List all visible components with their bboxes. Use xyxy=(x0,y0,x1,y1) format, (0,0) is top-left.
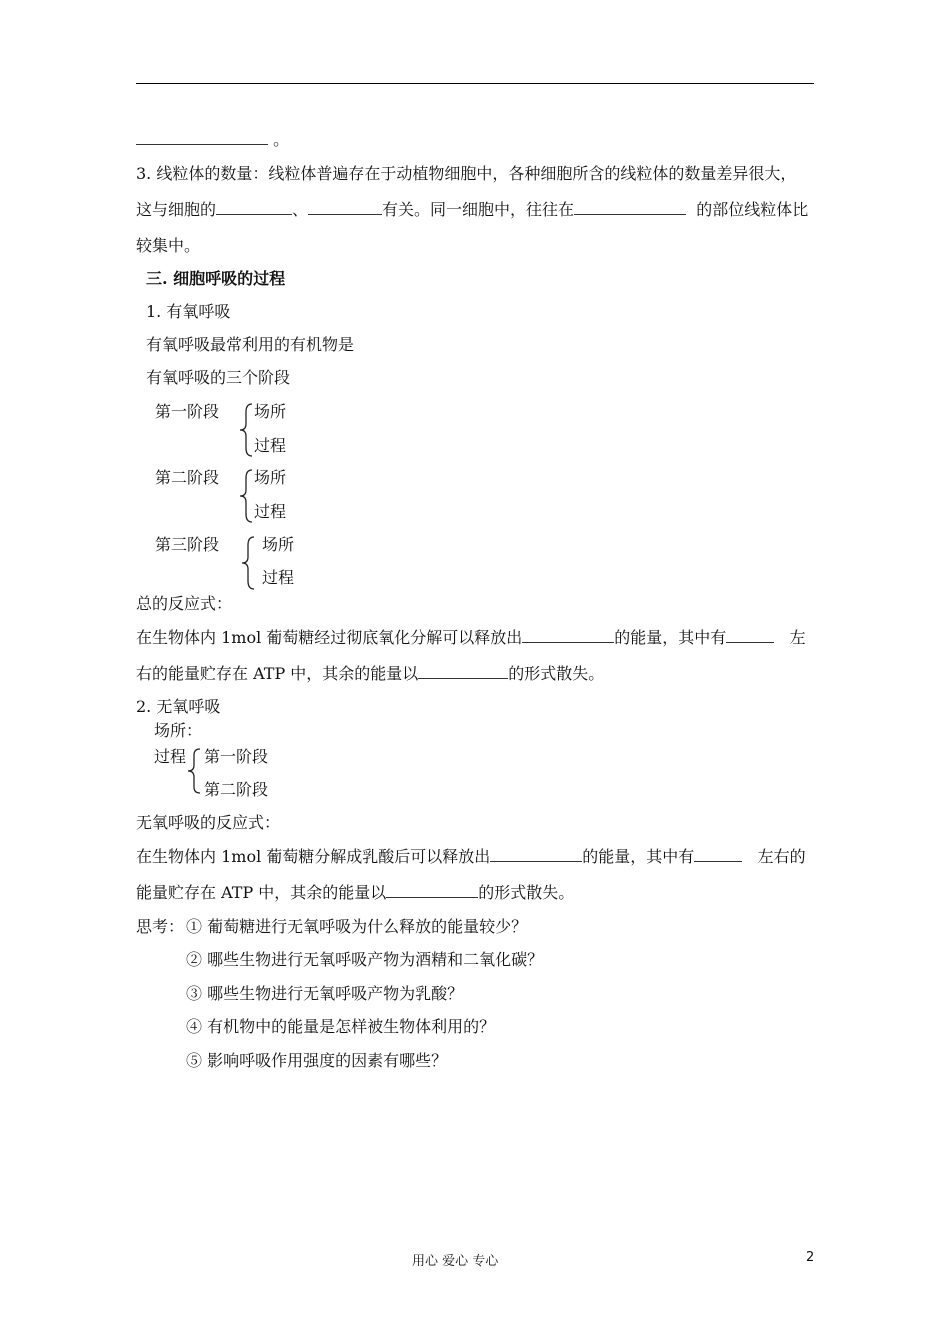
page-number: 2 xyxy=(806,1250,815,1265)
brace-icon xyxy=(186,745,202,797)
fill-blank[interactable] xyxy=(726,628,774,643)
fill-blank[interactable] xyxy=(522,628,614,643)
stage2-place: 场所 xyxy=(254,468,287,487)
aerobic-stages-label: 有氧呼吸的三个阶段 xyxy=(146,368,291,387)
footer-text: 用心 爱心 专心 xyxy=(412,1254,499,1269)
fill-blank[interactable] xyxy=(136,130,268,145)
brace-icon xyxy=(238,466,254,526)
header-rule xyxy=(136,83,814,84)
stage2-label: 第二阶段 xyxy=(155,468,220,487)
stage3-label: 第三阶段 xyxy=(155,535,220,554)
thinking-item: ② 哪些生物进行无氧呼吸产物为酒精和二氧化碳？ xyxy=(186,950,544,969)
stage1-label: 第一阶段 xyxy=(155,402,220,421)
fill-blank[interactable] xyxy=(574,200,686,215)
anaerobic-process: 过程 xyxy=(154,747,187,766)
thinking-item: ⑤ 影响呼吸作用强度的因素有哪些？ xyxy=(186,1051,448,1070)
aerobic-energy-line1: 在生物体内 1mol 葡萄糖经过彻底氧化分解可以释放出 的能量，其中有 左 xyxy=(136,628,806,647)
s3-line2: 这与细胞的 、 有关。同一细胞中，往往在 的部位线粒体比 xyxy=(136,200,809,219)
stage1-process: 过程 xyxy=(254,436,287,455)
s3-line1: 3. 线粒体的数量：线粒体普遍存在于动植物细胞中，各种细胞所含的线粒体的数量差异很大， xyxy=(136,164,797,183)
anaerobic-place: 场所： xyxy=(154,721,203,740)
fill-blank[interactable] xyxy=(694,847,742,862)
anaerobic-equation: 无氧呼吸的反应式： xyxy=(136,813,281,832)
aerobic-energy-line2: 右的能量贮存在 ATP 中，其余的能量以 的形式散失。 xyxy=(136,664,605,683)
anaerobic-energy-line2: 能量贮存在 ATP 中，其余的能量以 的形式散失。 xyxy=(136,883,575,902)
fill-blank[interactable] xyxy=(418,664,508,679)
aerobic-total-equation: 总的反应式： xyxy=(136,594,233,613)
stage2-process: 过程 xyxy=(254,502,287,521)
stage3-process: 过程 xyxy=(262,568,295,587)
fill-blank[interactable] xyxy=(308,200,382,215)
continuation-line: 。 xyxy=(136,130,289,150)
fill-blank[interactable] xyxy=(490,847,582,862)
anaerobic-stage2: 第二阶段 xyxy=(204,780,269,799)
fill-blank[interactable] xyxy=(386,883,478,898)
aerobic-organic: 有氧呼吸最常利用的有机物是 xyxy=(146,335,355,354)
brace-icon xyxy=(240,533,256,593)
thinking-item: ③ 哪些生物进行无氧呼吸产物为乳酸？ xyxy=(186,984,464,1003)
section-title: 三. 细胞呼吸的过程 xyxy=(146,269,286,288)
s3-line3: 较集中。 xyxy=(136,236,201,255)
stage1-place: 场所 xyxy=(254,402,287,421)
anaerobic-heading: 2. 无氧呼吸 xyxy=(136,697,221,716)
brace-icon xyxy=(238,400,254,460)
thinking-item: ① 葡萄糖进行无氧呼吸为什么释放的能量较少？ xyxy=(186,917,528,936)
anaerobic-energy-line1: 在生物体内 1mol 葡萄糖分解成乳酸后可以释放出 的能量，其中有 左右的 xyxy=(136,847,806,866)
anaerobic-stage1: 第一阶段 xyxy=(204,747,269,766)
stage3-place: 场所 xyxy=(262,535,295,554)
aerobic-heading: 1. 有氧呼吸 xyxy=(146,302,231,321)
thinking-item: ④ 有机物中的能量是怎样被生物体利用的？ xyxy=(186,1017,496,1036)
fill-blank[interactable] xyxy=(216,200,292,215)
thinking-label: 思考： xyxy=(136,917,185,936)
